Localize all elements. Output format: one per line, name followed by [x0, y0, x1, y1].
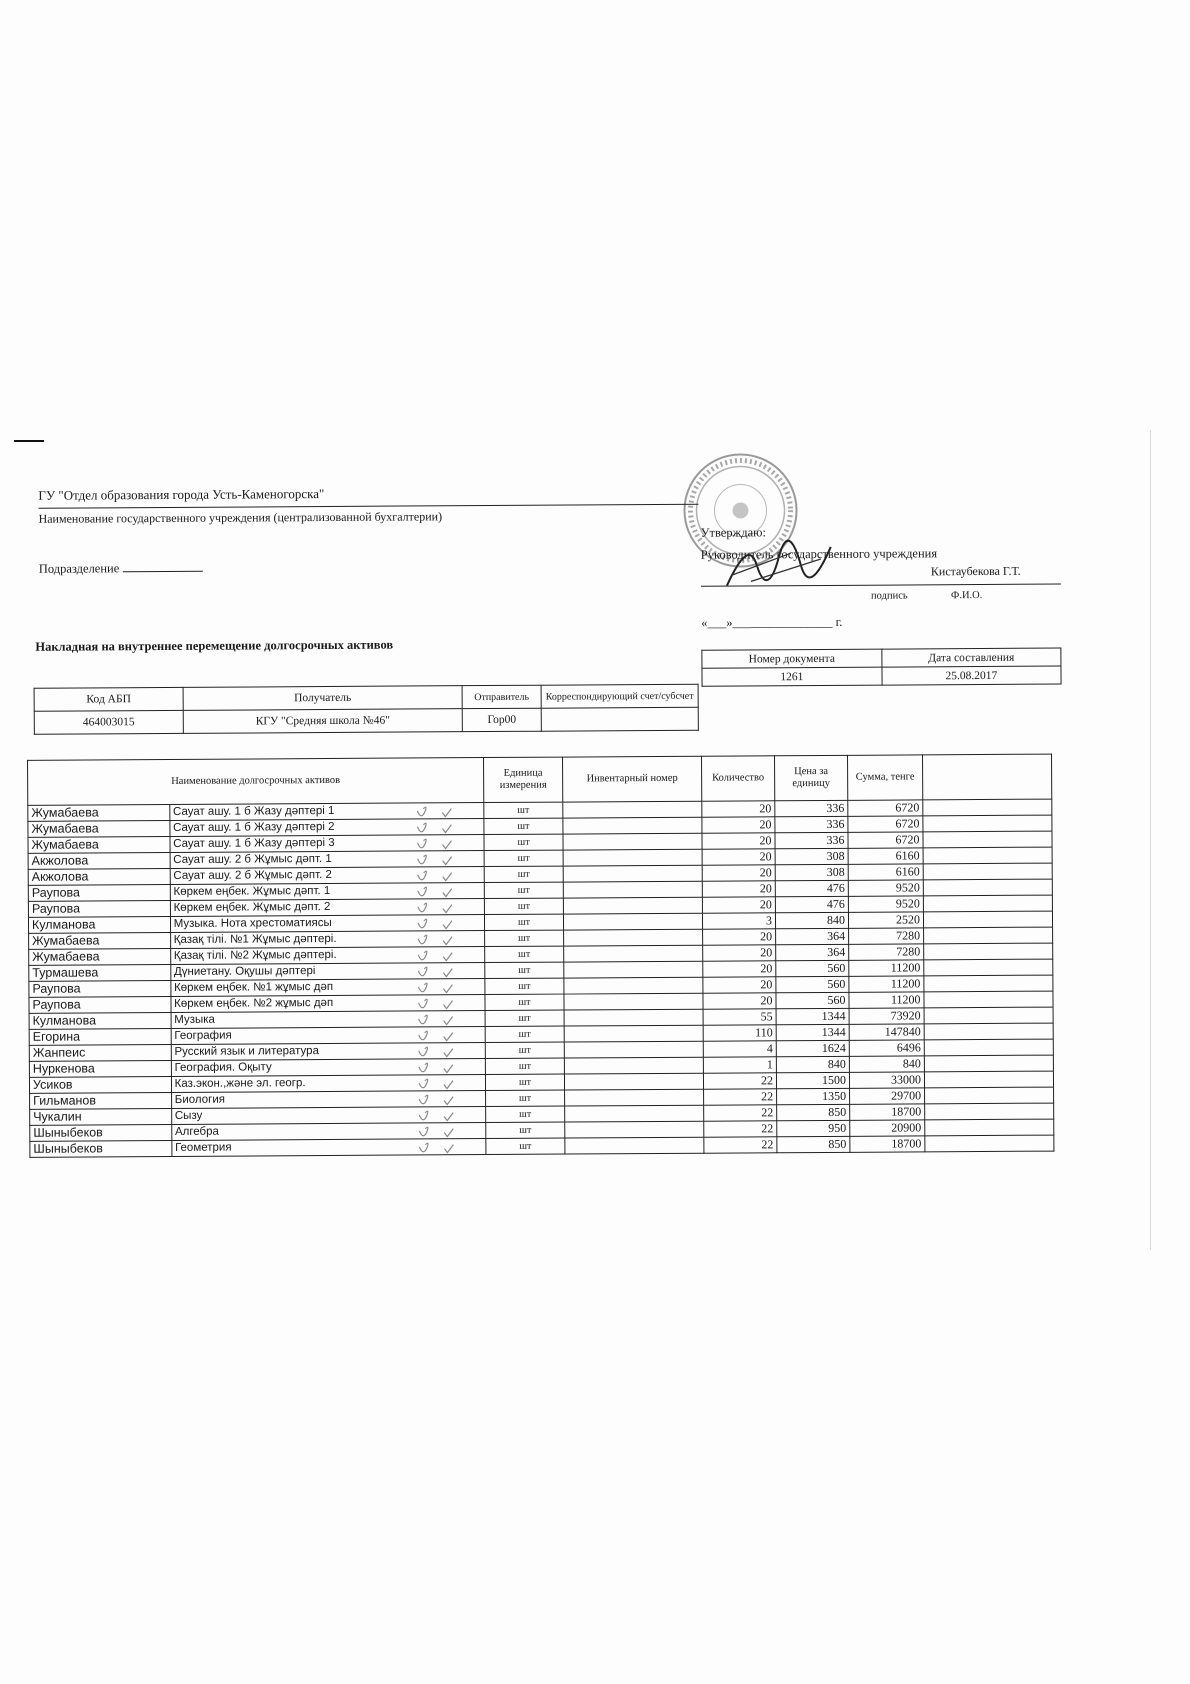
document-title: Накладная на внутреннее перемещение долгосрочных активов [35, 637, 394, 654]
sender-label: Отправитель [462, 685, 541, 708]
recipient-cell: Гильманов [30, 1092, 172, 1109]
sum-cell: 18700 [850, 1136, 925, 1152]
unit-cell: шт [486, 1090, 565, 1106]
sum-cell: 7280 [849, 944, 924, 960]
recipient-cell: Раупова [29, 996, 171, 1013]
sum-cell: 2520 [848, 912, 923, 928]
recipient-label: Получатель [183, 686, 462, 711]
recipient-cell: Раупова [28, 900, 170, 917]
price-cell: 1350 [777, 1088, 850, 1104]
unit-cell: шт [484, 866, 563, 882]
subdivision-label: Подразделение [38, 561, 120, 576]
handwritten-check-icon [418, 951, 452, 961]
handwritten-check-icon [419, 1063, 453, 1073]
price-cell: 1344 [776, 1008, 849, 1024]
sum-cell: 147840 [849, 1024, 924, 1040]
unit-cell: шт [484, 834, 563, 850]
asset-cell: Қазақ тілі. №1 Жұмыс дәптері. [170, 931, 484, 949]
unit-cell: шт [485, 1042, 564, 1058]
price-cell: 308 [775, 864, 848, 880]
unit-cell: шт [484, 882, 563, 898]
price-cell: 840 [775, 912, 848, 928]
doc-date: 25.08.2017 [882, 666, 1061, 685]
price-cell: 336 [775, 800, 848, 816]
unit-cell: шт [485, 930, 564, 946]
handwritten-check-icon [419, 1031, 453, 1041]
unit-cell: шт [485, 962, 564, 978]
quantity-cell: 20 [703, 929, 776, 945]
doc-number: 1261 [702, 667, 882, 686]
sum-cell: 6720 [848, 816, 923, 832]
recipient-cell: Акжолова [28, 852, 170, 869]
asset-cell: Каз.экон.,және эл. геогр. [171, 1075, 485, 1093]
unit-cell: шт [485, 1026, 564, 1042]
quantity-cell: 20 [702, 833, 775, 849]
quantity-cell: 22 [703, 1073, 776, 1089]
handwritten-check-icon [418, 871, 452, 881]
asset-cell: Музыка [171, 1011, 485, 1029]
recipient-cell: Жумабаева [29, 932, 171, 949]
asset-cell: Алгебра [171, 1123, 485, 1141]
quantity-cell: 55 [703, 1009, 776, 1025]
quantity-cell: 1 [703, 1057, 776, 1073]
asset-cell: Сауат ашу. 1 б Жазу дәптері 3 [170, 835, 484, 853]
handwritten-check-icon [419, 1143, 453, 1153]
quantity-cell: 20 [702, 849, 775, 865]
sum-cell: 6720 [848, 800, 923, 816]
price-cell: 560 [776, 992, 849, 1008]
recipient-cell: Раупова [28, 884, 170, 901]
sum-cell: 11200 [849, 960, 924, 976]
sum-cell: 840 [849, 1056, 924, 1072]
approval-date: «___»________________ г. [701, 614, 843, 630]
unit-cell: шт [485, 994, 564, 1010]
doc-number-label: Номер документа [702, 649, 882, 668]
handwritten-check-icon [418, 983, 452, 993]
handwritten-check-icon [418, 967, 452, 977]
recipient-cell: Кулманова [28, 916, 170, 933]
quantity-cell: 20 [702, 881, 775, 897]
unit-cell: шт [485, 946, 564, 962]
asset-cell: Биология [171, 1091, 485, 1109]
quantity-cell: 110 [703, 1025, 776, 1041]
recipient-cell: Раупова [29, 980, 171, 997]
asset-cell: Сауат ашу. 2 б Жұмыс дәпт. 1 [170, 851, 484, 869]
recipient-cell: Турмашева [29, 964, 171, 981]
unit-cell: шт [485, 978, 564, 994]
price-cell: 850 [777, 1104, 850, 1120]
handwritten-check-icon [418, 919, 452, 929]
unit-cell: шт [486, 1122, 565, 1138]
price-cell: 336 [775, 816, 848, 832]
quantity-cell: 20 [702, 897, 775, 913]
recipient-cell: Чукалин [30, 1108, 172, 1125]
price-cell: 308 [775, 848, 848, 864]
invoice-sheet [0, 423, 1175, 1250]
recipient-cell: Жумабаева [28, 820, 170, 837]
handwritten-check-icon [418, 887, 452, 897]
quantity-cell: 20 [703, 977, 776, 993]
sum-cell: 11200 [849, 992, 924, 1008]
unit-cell: шт [486, 1138, 565, 1154]
asset-cell: Музыка. Нота хрестоматиясы [170, 915, 484, 933]
unit-cell: шт [484, 914, 563, 930]
handwritten-check-icon [419, 1127, 453, 1137]
col-unit: Единица измерения [484, 757, 563, 802]
quantity-cell: 3 [702, 913, 775, 929]
price-cell: 840 [776, 1056, 849, 1072]
name-caption: Ф.И.О. [950, 590, 983, 602]
col-inventory: Инвентарный номер [563, 756, 702, 802]
asset-cell: Геометрия [171, 1139, 485, 1157]
asset-cell: Көркем еңбек. №1 жұмыс дәп [171, 979, 485, 997]
price-cell: 476 [775, 880, 848, 896]
asset-cell: Қазақ тілі. №2 Жұмыс дәптері. [170, 947, 484, 965]
abp-code: 464003015 [34, 710, 183, 734]
asset-cell: Сызу [171, 1107, 485, 1125]
recipient-cell: Нуркенова [29, 1060, 171, 1077]
asset-cell: География. Оқыту [171, 1059, 485, 1077]
unit-cell: шт [486, 1106, 565, 1122]
price-cell: 364 [776, 944, 849, 960]
sum-cell: 6720 [848, 832, 923, 848]
sum-cell: 33000 [849, 1072, 924, 1088]
quantity-cell: 20 [702, 865, 775, 881]
account-label: Корреспондирующий счет/субсчет [541, 684, 698, 708]
asset-cell: Көркем еңбек. №2 жұмыс дәп [171, 995, 485, 1013]
unit-cell: шт [485, 1074, 564, 1090]
recipient-cell: Жумабаева [29, 948, 171, 965]
recipient-cell: Жумабаева [28, 804, 170, 821]
sum-cell: 9520 [848, 880, 923, 896]
price-cell: 476 [775, 896, 848, 912]
asset-cell: География [171, 1027, 485, 1045]
handwritten-check-icon [418, 935, 452, 945]
handwritten-check-icon [419, 1047, 453, 1057]
price-cell: 336 [775, 832, 848, 848]
price-cell: 560 [776, 960, 849, 976]
quantity-cell: 20 [703, 961, 776, 977]
asset-cell: Сауат ашу. 1 б Жазу дәптері 1 [169, 803, 483, 821]
sum-cell: 6160 [848, 848, 923, 864]
sum-cell: 73920 [849, 1008, 924, 1024]
quantity-cell: 22 [704, 1105, 777, 1121]
quantity-cell: 20 [702, 817, 775, 833]
col-asset-name: Наименование долгосрочных активов [28, 758, 484, 806]
asset-cell: Дүниетану. Оқушы дәптері [170, 963, 484, 981]
handwritten-check-icon [417, 807, 451, 817]
sum-cell: 6160 [848, 864, 923, 880]
quantity-cell: 20 [703, 993, 776, 1009]
handwritten-marks [0, 423, 1175, 1250]
asset-cell: Сауат ашу. 2 б Жұмыс дәпт. 2 [170, 867, 484, 885]
asset-cell: Көркем еңбек. Жұмыс дәпт. 1 [170, 883, 484, 901]
sum-cell: 11200 [849, 976, 924, 992]
price-cell: 1500 [776, 1072, 849, 1088]
unit-cell: шт [485, 1010, 564, 1026]
abp-label: Код АБП [34, 687, 183, 711]
sum-cell: 29700 [850, 1088, 925, 1104]
col-quantity: Количество [702, 756, 775, 801]
recipient-cell: Жанпеис [29, 1044, 171, 1061]
handwritten-check-icon [418, 839, 452, 849]
recipient-cell: Кулманова [29, 1012, 171, 1029]
handwritten-check-icon [419, 1015, 453, 1025]
organization-name: ГУ "Отдел образования города Усть-Каменогорска" [38, 486, 325, 503]
recipient-cell: Егорина [29, 1028, 171, 1045]
price-cell: 560 [776, 976, 849, 992]
asset-cell: Сауат ашу. 1 б Жазу дәптері 2 [170, 819, 484, 837]
recipient-cell: Шыныбеков [30, 1140, 172, 1157]
handwritten-check-icon [418, 903, 452, 913]
doc-date-label: Дата составления [882, 648, 1061, 667]
quantity-cell: 22 [704, 1137, 777, 1153]
asset-cell: Көркем еңбек. Жұмыс дәпт. 2 [170, 899, 484, 917]
recipient-cell: Акжолова [28, 868, 170, 885]
recipient-cell: Шыныбеков [30, 1124, 172, 1141]
unit-cell: шт [484, 818, 563, 834]
handwritten-check-icon [419, 1111, 453, 1121]
quantity-cell: 20 [702, 801, 775, 817]
unit-cell: шт [484, 898, 563, 914]
handwritten-check-icon [419, 1079, 453, 1089]
price-cell: 364 [776, 928, 849, 944]
organization-caption: Наименование государственного учреждения (централизованной бухгалтерии) [38, 509, 443, 526]
sum-cell: 9520 [848, 896, 923, 912]
sum-cell: 6496 [849, 1040, 924, 1056]
sender-code: Гор00 [462, 708, 541, 731]
price-cell: 950 [777, 1120, 850, 1136]
price-cell: 1624 [776, 1040, 849, 1056]
quantity-cell: 4 [703, 1041, 776, 1057]
recipient-cell: Усиков [29, 1076, 171, 1093]
quantity-cell: 22 [704, 1121, 777, 1137]
handwritten-check-icon [417, 823, 451, 833]
price-cell: 850 [777, 1136, 850, 1152]
asset-cell: Русский язык и литература [171, 1043, 485, 1061]
signer-name: Кистаубекова Г.Т. [930, 563, 1021, 579]
handwritten-check-icon [419, 1095, 453, 1105]
price-cell: 1344 [776, 1024, 849, 1040]
sum-cell: 18700 [850, 1104, 925, 1120]
quantity-cell: 20 [703, 945, 776, 961]
handwritten-check-icon [418, 855, 452, 865]
approve-role: Руководитель государственного учреждения [700, 546, 938, 562]
col-sum: Сумма, тенге [848, 755, 923, 800]
unit-cell: шт [485, 1058, 564, 1074]
sum-cell: 20900 [850, 1120, 925, 1136]
handwritten-check-icon [418, 999, 452, 1009]
sum-cell: 7280 [849, 928, 924, 944]
approve-label: Утверждаю: [700, 525, 766, 540]
quantity-cell: 22 [704, 1089, 777, 1105]
recipient-name: КГУ "Средняя школа №46" [183, 709, 462, 734]
unit-cell: шт [484, 850, 563, 866]
recipient-cell: Жумабаева [28, 836, 170, 853]
unit-cell: шт [484, 802, 563, 818]
col-price: Цена за единицу [775, 755, 848, 800]
signature-caption: подпись [870, 590, 908, 602]
